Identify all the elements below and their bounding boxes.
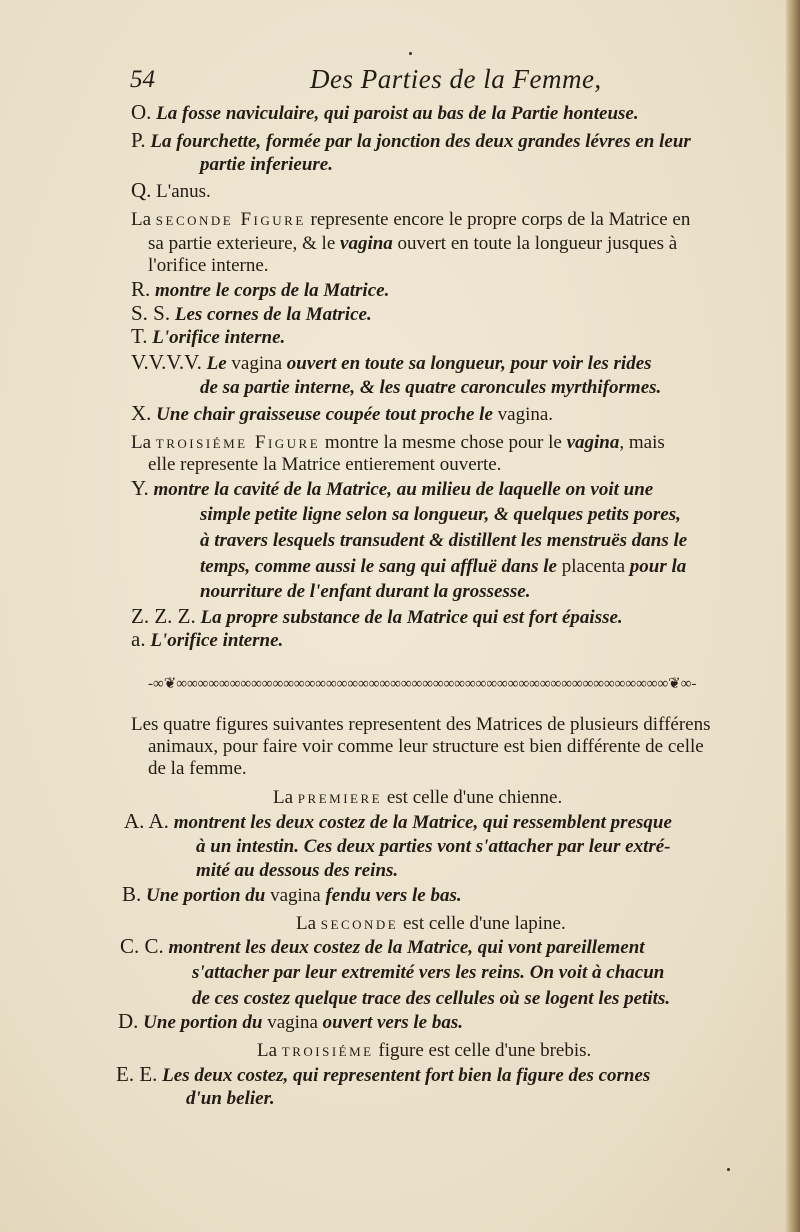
legend-line: partie inferieure. bbox=[200, 154, 333, 175]
legend-line: à travers lesquels transudent & distillent les menstruës dans le bbox=[200, 530, 688, 551]
body-paragraph-line: Les quatre figures suivantes representent des Matrices de plusieurs différens bbox=[131, 714, 711, 735]
ink-speck bbox=[409, 52, 412, 55]
legend-line: P. La fourchette, formée par la jonction des deux grandes lévres en leur bbox=[131, 128, 691, 152]
ink-speck bbox=[727, 1168, 730, 1171]
figure-caption: La seconde Figure represente encore le propre corps de la Matrice en bbox=[131, 209, 691, 230]
legend-line: d'un belier. bbox=[186, 1088, 275, 1109]
page-edge bbox=[786, 0, 800, 1232]
legend-line: S. S. Les cornes de la Matrice. bbox=[131, 301, 372, 325]
legend-line: B. Une portion du vagina fendu vers le bas. bbox=[122, 882, 462, 906]
legend-line: Q. L'anus. bbox=[131, 178, 211, 202]
legend-line: D. Une portion du vagina ouvert vers le bas. bbox=[118, 1009, 464, 1033]
legend-line: X. Une chair graisseuse coupée tout proche le vagina. bbox=[131, 401, 554, 425]
legend-line: s'attacher par leur extremité vers les reins. On voit à chacun bbox=[192, 962, 665, 983]
legend-line: a. L'orifice interne. bbox=[131, 627, 284, 651]
figure-caption: La troisiéme Figure montre la mesme chose pour le vagina, mais bbox=[131, 432, 665, 453]
legend-line: à un intestin. Ces deux parties vont s'attacher par leur extré- bbox=[196, 836, 671, 857]
legend-line: O. La fosse naviculaire, qui paroist au bas de la Partie honteuse. bbox=[131, 100, 639, 124]
running-title: Des Parties de la Femme, bbox=[310, 64, 602, 94]
figure-caption: elle represente la Matrice entierement ouverte. bbox=[148, 454, 502, 475]
legend-line: simple petite ligne selon sa longueur, & quelques petits pores, bbox=[200, 504, 681, 525]
figure-caption: l'orifice interne. bbox=[148, 255, 269, 276]
legend-line: nourriture de l'enfant durant la grossesse. bbox=[200, 581, 531, 602]
legend-line: de ces costez quelque trace des cellules où se logent les petits. bbox=[192, 988, 671, 1009]
legend-line: E. E. Les deux costez, qui representent fort bien la figure des cornes bbox=[116, 1062, 651, 1086]
figure-caption: La seconde est celle d'une lapine. bbox=[296, 913, 566, 934]
legend-line: de sa partie interne, & les quatre caroncules myrthiformes. bbox=[200, 377, 662, 398]
body-paragraph-line: animaux, pour faire voir comme leur structure est bien différente de celle bbox=[148, 736, 704, 757]
body-paragraph-line: de la femme. bbox=[148, 758, 247, 779]
legend-line: mité au dessous des reins. bbox=[196, 860, 399, 881]
legend-line: Z. Z. Z. La propre substance de la Matrice qui est fort épaisse. bbox=[131, 604, 623, 628]
figure-caption: La troisiéme figure est celle d'une brebis. bbox=[257, 1040, 592, 1061]
page-number: 54 bbox=[130, 66, 155, 93]
figure-caption: sa partie exterieure, & le vagina ouvert en toute la longueur jusques à bbox=[148, 233, 678, 254]
legend-line: temps, comme aussi le sang qui affluë dans le placenta pour la bbox=[200, 556, 687, 577]
page-header bbox=[130, 64, 610, 100]
legend-line: T. L'orifice interne. bbox=[131, 324, 286, 348]
legend-line: Y. montre la cavité de la Matrice, au milieu de laquelle on voit une bbox=[131, 476, 654, 500]
ornamental-divider: -∞❦∞∞∞∞∞∞∞∞∞∞∞∞∞∞∞∞∞∞∞∞∞∞∞∞∞∞∞∞∞∞∞∞∞∞∞∞∞∞∞∞∞∞∞∞∞∞❦∞- bbox=[148, 676, 697, 692]
legend-line: R. montre le corps de la Matrice. bbox=[131, 277, 390, 301]
legend-line: V.V.V.V. Le vagina ouvert en toute sa longueur, pour voir les rides bbox=[131, 350, 652, 374]
figure-caption: La premiere est celle d'une chienne. bbox=[273, 787, 563, 808]
legend-line: A. A. montrent les deux costez de la Matrice, qui ressemblent presque bbox=[124, 809, 672, 833]
legend-line: C. C. montrent les deux costez de la Matrice, qui vont pareillement bbox=[120, 934, 645, 958]
